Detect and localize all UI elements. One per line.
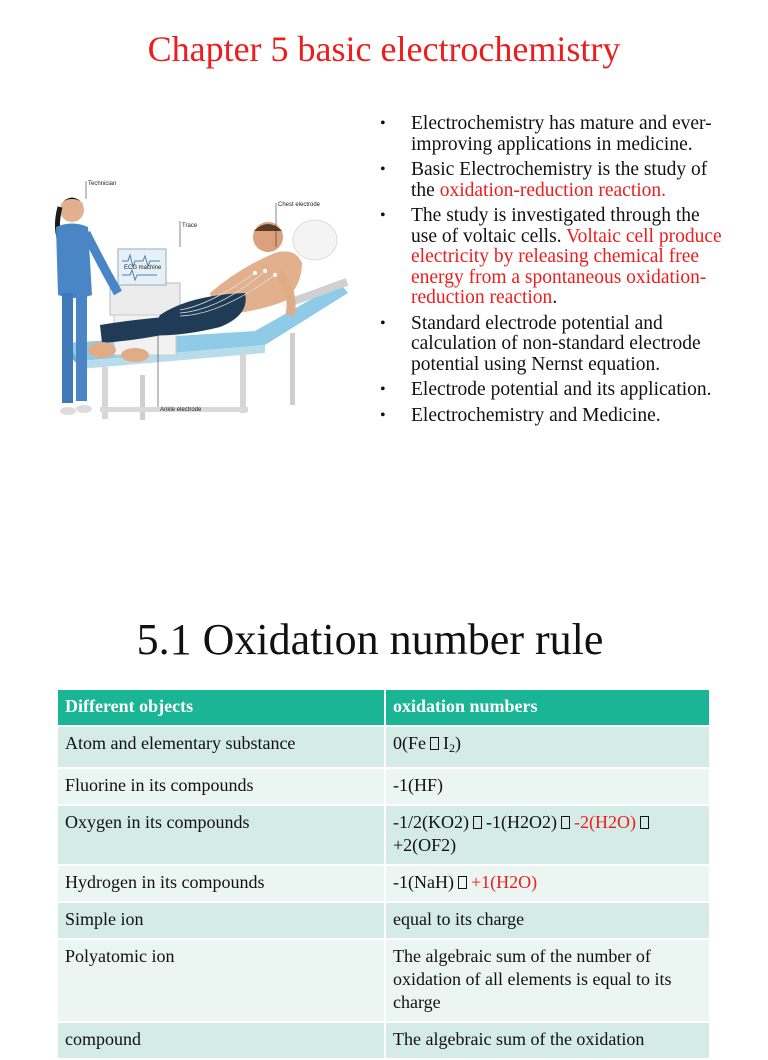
value-part-highlight: -2(H2O) xyxy=(573,812,636,832)
cell-object: Fluorine in its compounds xyxy=(58,768,385,805)
cell-value: -1(HF) xyxy=(385,768,710,805)
table-row xyxy=(58,939,710,1022)
bullet-dot: • xyxy=(380,207,386,224)
value-part-highlight: +1(H2O) xyxy=(470,872,538,892)
column-header-oxidation-numbers: oxidation numbers xyxy=(385,690,710,726)
value-part: 0(Fe xyxy=(393,733,426,753)
missing-glyph-box xyxy=(473,816,482,829)
bullet-item xyxy=(378,380,728,401)
bullet-text: Basic Electrochemistry is the study of the xyxy=(411,159,708,201)
technician-figure xyxy=(56,198,118,416)
cell-object: Simple ion xyxy=(58,902,385,939)
label-chest-electrode: Chest electrode xyxy=(278,202,321,208)
bullet-dot: • xyxy=(380,161,386,178)
cell-object: Atom and elementary substance xyxy=(58,726,385,768)
bullet-item xyxy=(378,206,728,309)
cell-value: The algebraic sum of the number of oxidation of all elements is equal to its charge xyxy=(385,939,710,1022)
cell-object: compound xyxy=(58,1022,385,1059)
missing-glyph-box xyxy=(640,816,649,829)
cell-value: equal to its charge xyxy=(385,902,710,939)
cell-value xyxy=(385,726,710,768)
bullet-item xyxy=(378,406,728,427)
slide-title: Chapter 5 basic electrochemistry xyxy=(147,29,621,69)
bullet-dot: • xyxy=(380,406,386,424)
cell-object: Polyatomic ion xyxy=(58,939,385,1022)
cell-value: The algebraic sum of the oxidation xyxy=(385,1022,710,1059)
cell-value xyxy=(385,865,710,902)
pillow xyxy=(293,220,337,260)
label-trace: Trace xyxy=(182,223,198,229)
table-row xyxy=(58,865,710,902)
bullet-dot: • xyxy=(380,115,386,132)
bullet-text: Electrochemistry has mature and ever-improving applications in medicine. xyxy=(411,113,712,155)
bullet-text: The study is investigated through the use of voltaic cells. xyxy=(411,205,700,247)
ecg-illustration xyxy=(40,175,355,430)
missing-glyph-box xyxy=(430,737,439,750)
bullet-dot: • xyxy=(380,381,386,398)
cell-object: Hydrogen in its compounds xyxy=(58,865,385,902)
label-ecg-machine: ECG machine xyxy=(124,265,162,271)
subscript: 2 xyxy=(449,741,455,755)
value-part: -1/2(KO2) xyxy=(393,812,469,832)
bullet-dot: • xyxy=(380,314,386,332)
missing-glyph-box xyxy=(561,816,570,829)
table-row xyxy=(58,902,710,939)
label-technician: Technician xyxy=(88,181,117,187)
label-ankle-electrode: Ankle electrode xyxy=(160,407,202,413)
bullet-highlight: Voltaic cell produce electricity by releasing chemical free energy from a spontaneous oxidation-reduction reaction xyxy=(411,225,722,308)
value-part: -1(NaH) xyxy=(393,872,454,892)
missing-glyph-box xyxy=(458,876,467,889)
value-part: -1(H2O2) xyxy=(485,812,557,832)
value-part: +2(OF2) xyxy=(393,835,457,855)
table-header-row xyxy=(58,690,710,726)
cell-object: Oxygen in its compounds xyxy=(58,805,385,865)
bullet-item xyxy=(378,160,728,201)
bullet-item xyxy=(378,314,728,376)
cell-value xyxy=(385,805,710,865)
table-row xyxy=(58,1022,710,1059)
bullet-text: Standard electrode potential and calculation of non-standard electrode potential using Nernst equation. xyxy=(411,312,701,375)
value-part: ) xyxy=(455,733,461,753)
bullet-highlight: oxidation-reduction reaction. xyxy=(439,179,667,201)
table-row xyxy=(58,805,710,865)
bullet-list xyxy=(378,114,728,431)
bullet-item xyxy=(378,114,728,155)
value-part: I xyxy=(443,733,449,753)
bullet-suffix: . xyxy=(552,287,558,308)
bullet-text: Electrode potential and its application. xyxy=(411,379,712,400)
table-row xyxy=(58,726,710,768)
section-title: 5.1 Oxidation number rule xyxy=(136,615,604,664)
bullet-text: Electrochemistry and Medicine. xyxy=(411,404,661,426)
table-row xyxy=(58,768,710,805)
column-header-objects: Different objects xyxy=(58,690,385,726)
oxidation-rules-table xyxy=(58,690,711,1060)
